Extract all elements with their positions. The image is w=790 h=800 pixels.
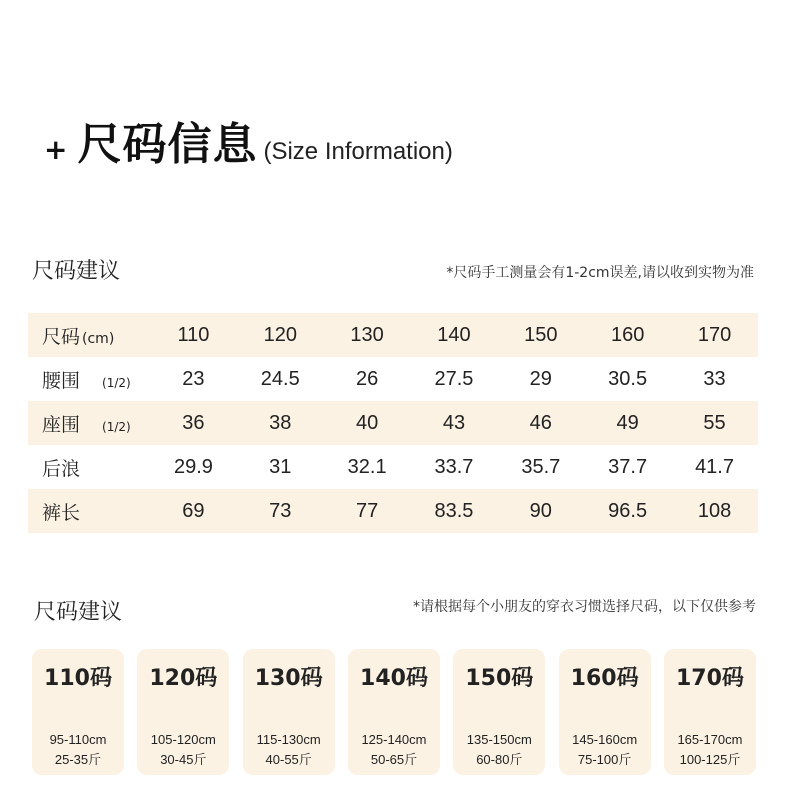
table-cell: 29	[529, 367, 552, 390]
page-header	[44, 108, 453, 172]
row-label-text: 座围	[42, 413, 81, 436]
table-cell: 29.9	[173, 455, 213, 478]
row-label-half: (1/2)	[102, 419, 131, 434]
table-cell: 36	[150, 401, 237, 445]
table-cell: 38	[237, 401, 324, 445]
table-cell: 24.5	[260, 367, 300, 390]
row-label	[28, 357, 150, 401]
row-label-text: 尺码	[42, 325, 81, 348]
row-label	[28, 489, 150, 533]
table-cell: 108	[671, 489, 758, 533]
size-card-height: 95-110cm	[49, 732, 107, 747]
table-cell: 41.7	[695, 455, 734, 478]
size-card-list	[32, 649, 756, 775]
table-cell: 77	[324, 489, 411, 533]
size-card-height: 165-170cm	[677, 732, 743, 747]
size-card	[664, 649, 756, 775]
table-cell: 27.5	[434, 367, 474, 390]
size-card-size: 170码	[676, 666, 744, 691]
table-cell: 40	[324, 401, 411, 445]
section-title-size-table: 尺码建议	[32, 259, 121, 284]
size-card-weight: 40-55斤	[265, 752, 312, 767]
section-note-recommend: *请根据每个小朋友的穿衣习惯选择尺码，以下仅供参考	[413, 599, 756, 615]
size-card-size: 140码	[360, 666, 428, 691]
table-cell: 96.5	[584, 489, 671, 533]
table-cell: 140	[411, 313, 498, 357]
row-label-text: 后浪	[42, 457, 81, 480]
size-card-size: 110码	[44, 666, 112, 691]
size-table	[28, 313, 758, 533]
table-cell: 160	[584, 313, 671, 357]
table-row	[28, 357, 758, 401]
table-cell: 120	[237, 313, 324, 357]
table-cell: 150	[497, 313, 584, 357]
size-card	[137, 649, 229, 775]
table-cell: 55	[671, 401, 758, 445]
table-cell: 26	[355, 367, 379, 390]
size-card-weight: 50-65斤	[370, 752, 418, 767]
table-cell: 23	[182, 367, 205, 390]
page-title: 尺码信息	[77, 119, 258, 170]
row-label	[28, 401, 150, 445]
size-card	[453, 649, 545, 775]
size-card-size: 150码	[465, 666, 534, 691]
section-note-measurement: *尺码手工测量会有1-2cm误差,请以收到实物为准	[446, 265, 754, 281]
size-card-weight: 60-80斤	[476, 752, 523, 767]
table-cell: 130	[324, 313, 411, 357]
table-cell: 33	[703, 367, 726, 390]
size-card	[243, 649, 335, 775]
table-cell: 35.7	[521, 455, 561, 478]
size-card-weight: 100-125斤	[679, 752, 741, 767]
size-card-weight: 75-100斤	[577, 752, 632, 767]
size-card	[32, 649, 124, 775]
size-card-height: 115-130cm	[256, 732, 321, 747]
table-row	[28, 445, 758, 489]
table-cell: 49	[584, 401, 671, 445]
size-card-size: 160码	[570, 666, 639, 691]
size-card-height: 145-160cm	[572, 732, 638, 747]
row-label-text: 腰围	[42, 369, 81, 392]
row-label-unit: (cm)	[82, 330, 115, 347]
table-cell: 170	[671, 313, 758, 357]
table-cell: 30.5	[608, 367, 648, 390]
plus-icon: +	[44, 133, 68, 166]
section-title-size-recommend: 尺码建议	[34, 600, 123, 625]
table-cell: 33.7	[434, 455, 474, 478]
size-card-height: 125-140cm	[361, 732, 427, 747]
table-cell: 73	[237, 489, 324, 533]
size-card-height: 135-150cm	[466, 732, 532, 747]
table-row	[28, 313, 758, 357]
table-cell: 37.7	[608, 455, 648, 478]
table-cell: 110	[150, 313, 237, 357]
size-card-size: 130码	[254, 666, 323, 691]
table-cell: 90	[497, 489, 584, 533]
table-cell: 83.5	[411, 489, 498, 533]
table-row	[28, 489, 758, 533]
table-cell: 69	[150, 489, 237, 533]
table-cell: 46	[497, 401, 584, 445]
table-cell: 32.1	[347, 455, 387, 478]
row-label	[28, 313, 150, 357]
size-card-size: 120码	[149, 666, 218, 691]
size-card-weight: 30-45斤	[160, 752, 207, 767]
table-cell: 43	[411, 401, 498, 445]
row-label	[28, 445, 150, 489]
size-card-height: 105-120cm	[150, 732, 216, 747]
size-card	[559, 649, 651, 775]
table-cell: 31	[269, 455, 292, 478]
row-label-text: 裤长	[42, 501, 81, 524]
size-card-weight: 25-35斤	[54, 752, 102, 767]
page-subtitle: (Size Information)	[263, 138, 453, 165]
table-row	[28, 401, 758, 445]
size-card	[348, 649, 440, 775]
row-label-half: (1/2)	[102, 375, 131, 390]
